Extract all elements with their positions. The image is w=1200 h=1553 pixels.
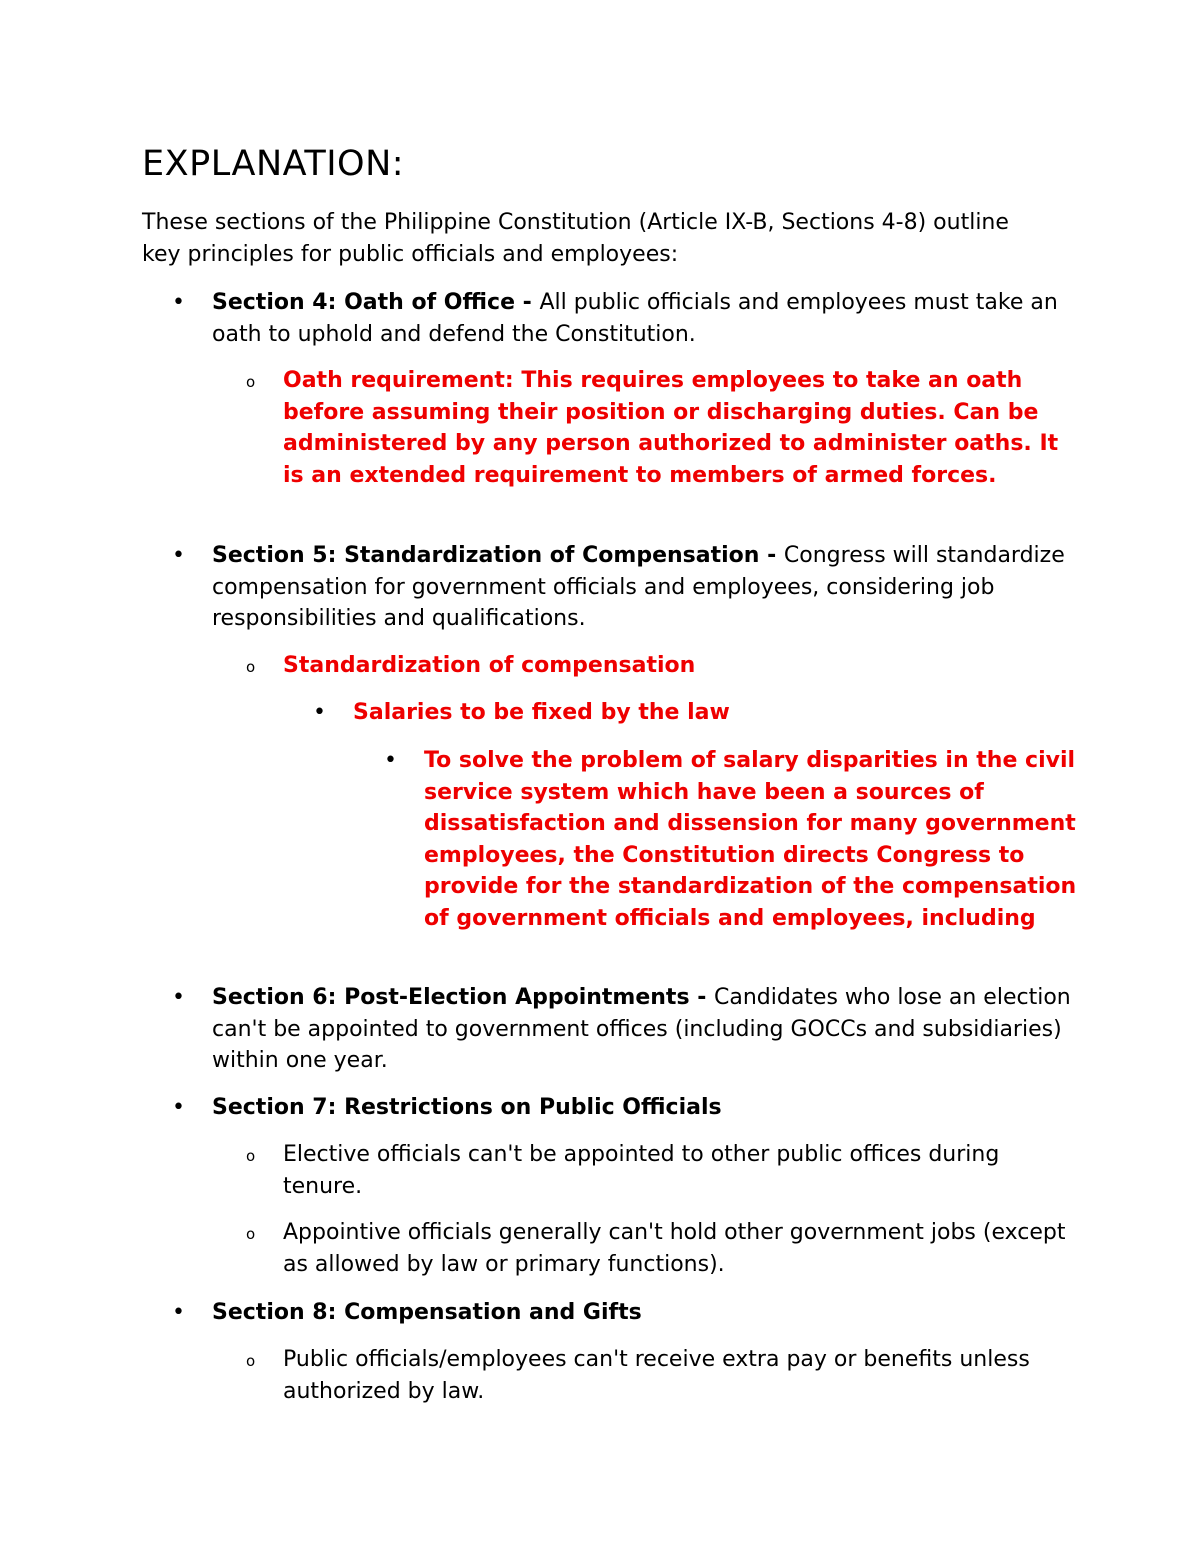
section-5-text: Congress will standardize compensation for government officials and employees, considering job responsibilities and qualifications. <box>212 543 1065 631</box>
section-4-item <box>212 287 1072 350</box>
section-4-note: Oath requirement: This requires employees to take an oath before assuming their position or discharging duties. Can be administered by any person authorized to administer oaths. It is an extended requirement to members of armed forces. <box>283 368 1059 488</box>
section-8-title: Section 8: Compensation and Gifts <box>212 1300 642 1325</box>
sub-bullet-icon: o <box>246 373 256 391</box>
section-7-item-2: Appointive officials generally can't hold other government jobs (except as allowed by law or primary functions). <box>283 1220 1066 1277</box>
section-7-item-1: Elective officials can't be appointed to other public offices during tenure. <box>283 1142 1000 1199</box>
bullet-icon: • <box>172 1095 185 1120</box>
bullet-icon: • <box>172 1300 185 1325</box>
section-8-item-1: Public officials/employees can't receive extra pay or benefits unless authorized by law. <box>283 1347 1030 1404</box>
bullet-icon: • <box>172 290 185 315</box>
section-4-text: All public officials and employees must take an oath to uphold and defend the Constitution. <box>212 290 1058 347</box>
section-4-title: Section 4: Oath of Office <box>212 290 515 315</box>
intro-paragraph: These sections of the Philippine Constitution (Article IX-B, Sections 4-8) outline key principles for public officials and employees: <box>142 210 1009 267</box>
section-6-separator: - <box>689 985 714 1010</box>
section-4-separator: - <box>515 290 540 315</box>
section-5-detail: To solve the problem of salary disparities in the civil service system which have been a sources of dissatisfaction and dissension for many government employees, the Constitution directs Congress to provide for the standardization of the compensation of government officials and employees, including <box>424 748 1077 931</box>
section-6-title: Section 6: Post-Election Appointments <box>212 985 690 1010</box>
section-5-item <box>212 540 1072 635</box>
bullet-icon: • <box>172 543 185 568</box>
section-5-sub-note: Salaries to be fixed by the law <box>353 700 730 725</box>
page-title: EXPLANATION: <box>142 144 405 184</box>
sub-bullet-icon: o <box>246 1352 256 1370</box>
bullet-icon: • <box>384 748 397 773</box>
section-5-note: Standardization of compensation <box>283 653 696 678</box>
section-7-title: Section 7: Restrictions on Public Officials <box>212 1095 722 1120</box>
bullet-icon: • <box>313 700 326 725</box>
section-5-title: Section 5: Standardization of Compensation <box>212 543 760 568</box>
section-5-separator: - <box>759 543 784 568</box>
sub-bullet-icon: o <box>246 1225 256 1243</box>
sub-bullet-icon: o <box>246 658 256 676</box>
section-6-item <box>212 982 1072 1077</box>
bullet-icon: • <box>172 985 185 1010</box>
sub-bullet-icon: o <box>246 1147 256 1165</box>
section-6-text: Candidates who lose an election can't be appointed to government offices (including GOCCs and subsidiaries) within one year. <box>212 985 1071 1073</box>
